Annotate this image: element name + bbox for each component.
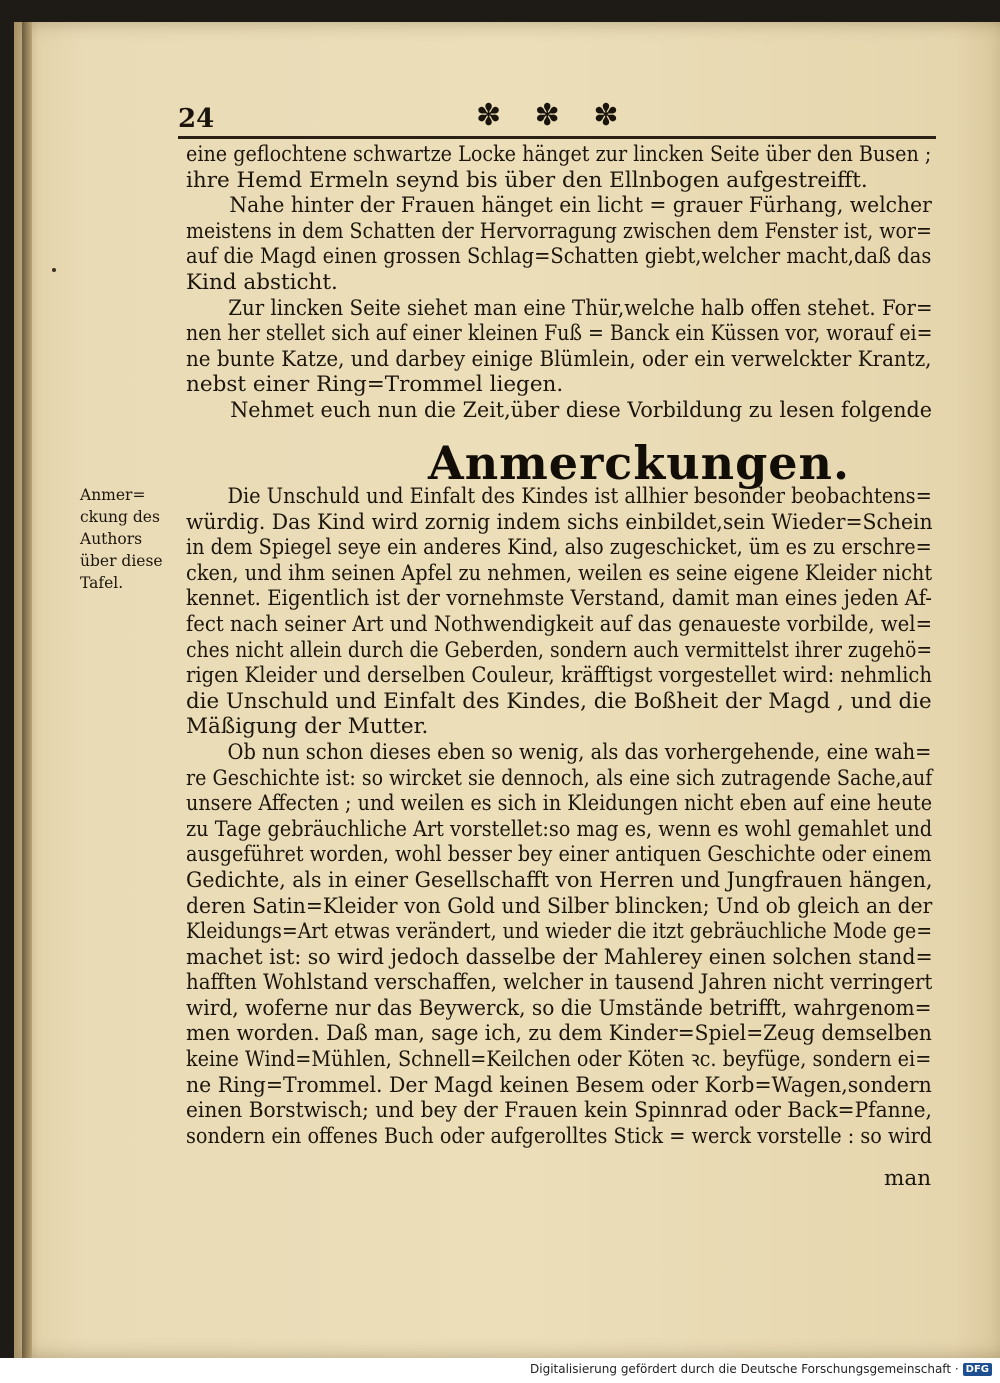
text-line: hafften Wohlstand verschaffen, welcher in tausend Jahren nicht verringert: [186, 970, 933, 996]
text-line: auf die Magd einen grossen Schlag=Schatten giebt,welcher macht,daß das: [186, 244, 932, 270]
body-text-top: [186, 142, 932, 424]
header-ornament: ✽ ✽ ✽: [476, 98, 631, 133]
text-line: unsere Affecten ; und weilen es sich in Kleidungen nicht eben auf eine heute: [186, 791, 933, 817]
marginal-line: Authors: [80, 530, 143, 548]
marginal-line: über diese: [80, 552, 163, 570]
text-line: machet ist: so wird jedoch dasselbe der Mahlerey einen solchen stand=: [186, 944, 933, 970]
page-number: 24: [178, 104, 215, 134]
text-line: ihre Hemd Ermeln seynd bis über den Ellnbogen aufgestreifft.: [186, 167, 868, 193]
text-line: würdig. Das Kind wird zornig indem sichs einbildet,sein Wieder=Schein: [186, 509, 933, 535]
marginal-line: Tafel.: [80, 574, 124, 592]
body-text-main: [186, 484, 932, 1149]
dfg-logo-icon: DFG: [963, 1363, 992, 1376]
text-line: nen her stellet sich auf einer kleinen Fuß = Banck ein Küssen vor, worauf ei=: [186, 321, 933, 347]
catchword: man: [884, 1166, 932, 1191]
text-line: zu Tage gebräuchliche Art vorstellet:so mag es, wenn es wohl gemahlet und: [186, 816, 933, 842]
text-line: Kind absticht.: [186, 269, 338, 295]
text-line: in dem Spiegel seye ein anderes Kind, also zugeschicket, üm es zu erschre=: [186, 535, 932, 561]
text-line: ausgeführet worden, wohl besser bey einer antiquen Geschichte oder einem: [186, 842, 932, 868]
text-line: Kleidungs=Art etwas verändert, und wieder die itzt gebräuchliche Mode ge=: [186, 919, 933, 945]
text-line: rigen Kleider und derselben Couleur, kräfftigst vorgestellet wird: nehmlich: [186, 663, 932, 689]
text-line: ne bunte Katze, und darbey einige Blümlein, oder ein verwelckter Krantz,: [186, 346, 932, 372]
text-line: cken, und ihm seinen Apfel zu nehmen, weilen es seine eigene Kleider nicht: [186, 560, 933, 586]
text-line: die Unschuld und Einfalt des Kindes, die Boßheit der Magd , und die: [186, 688, 932, 714]
text-line: einen Borstwisch; und bey der Frauen kein Spinnrad oder Back=Pfanne,: [186, 1098, 932, 1124]
text-line: men worden. Daß man, sage ich, zu dem Kinder=Spiel=Zeug demselben: [186, 1021, 932, 1047]
text-line: ches nicht allein durch die Geberden, sondern auch vermittelst ihrer zugehö=: [186, 637, 933, 663]
text-line: Ob nun schon dieses eben so wenig, als das vorhergehende, eine wah=: [227, 739, 932, 765]
text-line: wird, woferne nur das Beywerck, so die Umstände betrifft, wahrgenom=: [186, 995, 932, 1021]
text-line: eine geflochtene schwartze Locke hänget zur lincken Seite über den Busen ;: [186, 142, 932, 167]
text-line: kennet. Eigentlich ist der vornehmste Verstand, damit man eines jeden Af-: [186, 586, 932, 612]
text-line: deren Satin=Kleider von Gold und Silber blincken; Und ob gleich an der: [186, 893, 933, 919]
text-line: meistens in dem Schatten der Hervorragung zwischen dem Fenster ist, wor=: [186, 218, 932, 244]
text-line: ne Ring=Trommel. Der Magd keinen Besem oder Korb=Wagen,sondern: [186, 1072, 932, 1098]
page-gutter: [22, 22, 32, 1358]
text-line: Nehmet euch nun die Zeit,über diese Vorbildung zu lesen folgende: [230, 397, 932, 423]
text-line: nebst einer Ring=Trommel liegen.: [186, 372, 564, 398]
text-line: Zur lincken Seite siehet man eine Thür,welche halb offen stehet. For=: [228, 295, 933, 321]
footer-credit: [530, 1362, 992, 1376]
text-line: Mäßigung der Mutter.: [186, 714, 429, 740]
marginal-note: [80, 484, 166, 594]
text-line: Die Unschuld und Einfalt des Kindes ist allhier besonder beobachtens=: [227, 484, 932, 509]
text-line: sondern ein offenes Buch oder aufgerolltes Stick = werck vorstelle : so wird: [186, 1123, 933, 1149]
header-rule: [178, 136, 936, 139]
marginal-line: ckung des: [80, 508, 160, 526]
text-line: Gedichte, als in einer Gesellschafft von Herren und Jungfrauen hängen,: [186, 867, 933, 893]
section-heading: Anmerckungen.: [428, 436, 850, 490]
page-header: [178, 98, 938, 138]
footer-credit-text: Digitalisierung gefördert durch die Deutsche Forschungsgemeinschaft ·: [530, 1362, 959, 1376]
marginal-line: Anmer=: [80, 486, 146, 504]
ink-spot: [52, 268, 56, 272]
text-line: Nahe hinter der Frauen hänget ein licht = grauer Fürhang, welcher: [229, 193, 932, 219]
text-line: keine Wind=Mühlen, Schnell=Keilchen oder Köten ꝛc. beyfüge, sondern ei=: [186, 1047, 932, 1073]
text-line: re Geschichte ist: so wircket sie dennoch, als eine sich zutragende Sache,auf: [186, 765, 933, 791]
text-line: fect nach seiner Art und Nothwendigkeit auf das genaueste vorbilde, wel=: [186, 611, 933, 637]
